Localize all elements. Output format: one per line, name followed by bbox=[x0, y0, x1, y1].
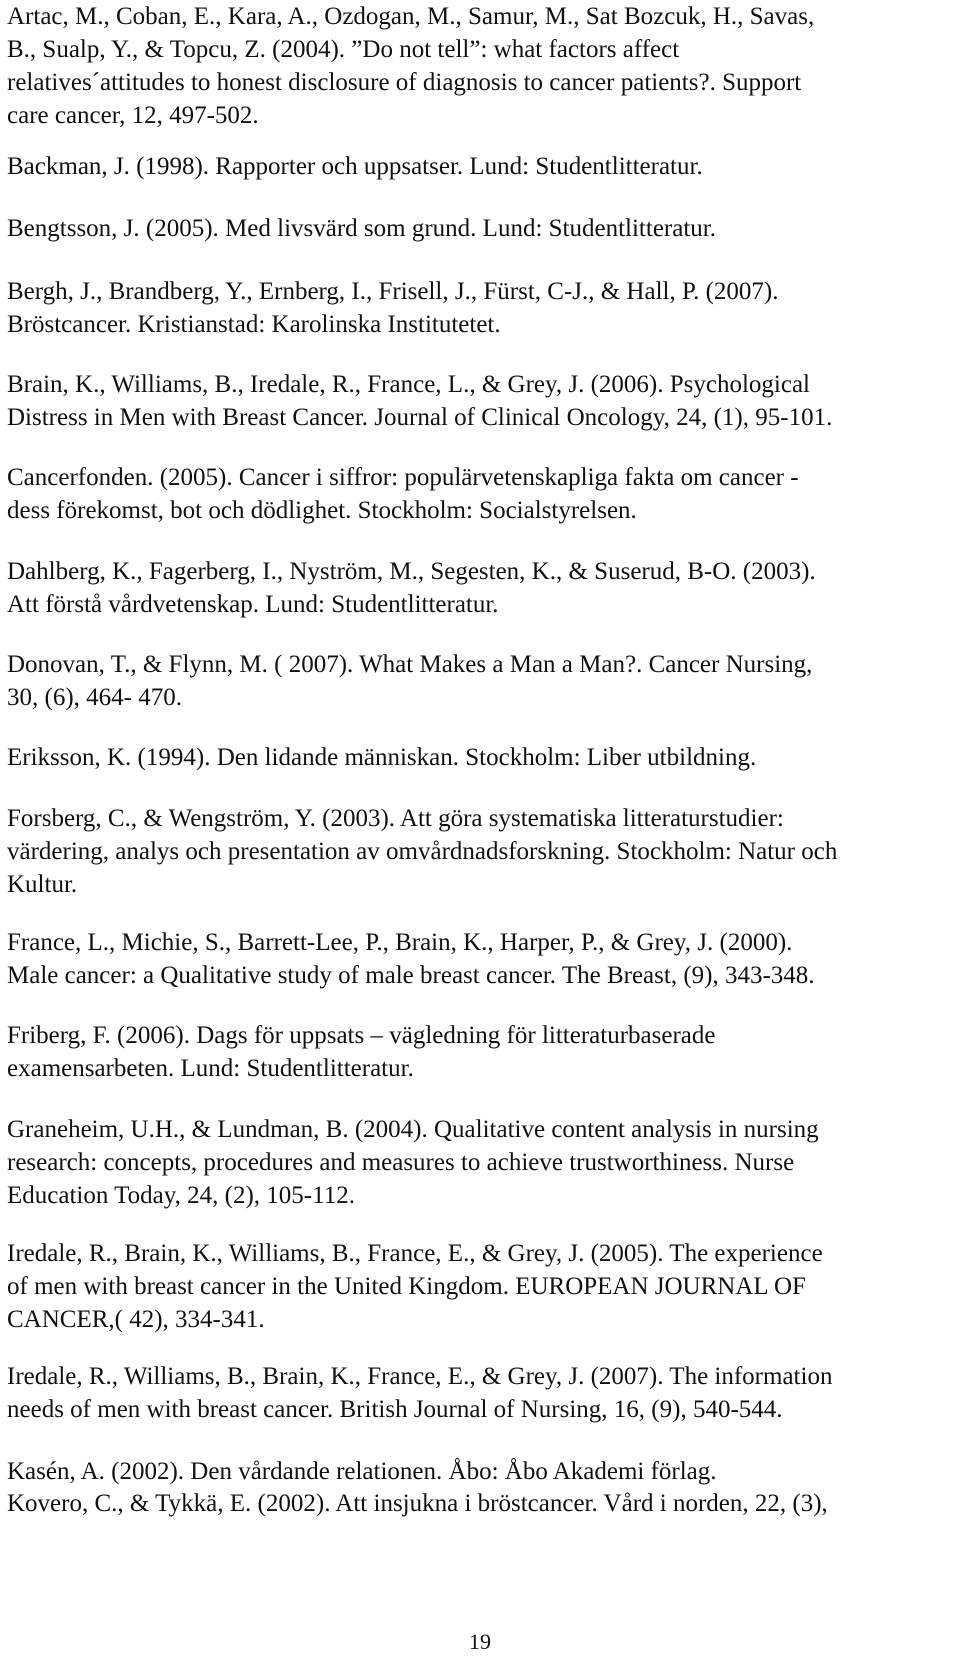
reference-line: 30, (6), 464- 470. bbox=[7, 684, 182, 711]
reference-line: Att förstå vårdvetenskap. Lund: Studentlitteratur. bbox=[7, 591, 499, 618]
reference-line: Male cancer: a Qualitative study of male breast cancer. The Breast, (9), 343-348. bbox=[7, 962, 815, 989]
reference-line: Iredale, R., Williams, B., Brain, K., France, E., & Grey, J. (2007). The information bbox=[7, 1363, 833, 1390]
reference-entry bbox=[7, 802, 947, 901]
reference-entry bbox=[7, 1113, 947, 1212]
reference-line: relatives´attitudes to honest disclosure of diagnosis to cancer patients?. Support bbox=[7, 69, 802, 96]
reference-entry bbox=[7, 212, 947, 245]
reference-line: B., Sualp, Y., & Topcu, Z. (2004). ”Do not tell”: what factors affect bbox=[7, 36, 680, 63]
reference-line: care cancer, 12, 497-502. bbox=[7, 102, 259, 129]
reference-line: France, L., Michie, S., Barrett-Lee, P., Brain, K., Harper, P., & Grey, J. (2000). bbox=[7, 929, 793, 956]
reference-line: Backman, J. (1998). Rapporter och uppsatser. Lund: Studentlitteratur. bbox=[7, 153, 703, 180]
reference-line: examensarbeten. Lund: Studentlitteratur. bbox=[7, 1055, 414, 1082]
reference-line: Cancerfonden. (2005). Cancer i siffror: populärvetenskapliga fakta om cancer - bbox=[7, 464, 799, 491]
reference-line: dess förekomst, bot och dödlighet. Stockholm: Socialstyrelsen. bbox=[7, 497, 637, 524]
reference-line: Kovero, C., & Tykkä, E. (2002). Att insjukna i bröstcancer. Vård i norden, 22, (3), bbox=[7, 1490, 828, 1517]
reference-entry bbox=[7, 368, 947, 434]
reference-entry bbox=[7, 1360, 947, 1426]
reference-line: Eriksson, K. (1994). Den lidande människan. Stockholm: Liber utbildning. bbox=[7, 744, 757, 771]
reference-line: Forsberg, C., & Wengström, Y. (2003). Att göra systematiska litteraturstudier: bbox=[7, 805, 784, 832]
reference-line: Friberg, F. (2006). Dags för uppsats – vägledning för litteraturbaserade bbox=[7, 1022, 716, 1049]
reference-line: Bröstcancer. Kristianstad: Karolinska Institutetet. bbox=[7, 311, 501, 338]
reference-line: Kasén, A. (2002). Den vårdande relationen. Åbo: Åbo Akademi förlag. bbox=[7, 1458, 717, 1485]
reference-entry bbox=[7, 1487, 947, 1520]
reference-entry bbox=[7, 275, 947, 341]
reference-entry bbox=[7, 1019, 947, 1085]
reference-line: Artac, M., Coban, E., Kara, A., Ozdogan, M., Samur, M., Sat Bozcuk, H., Savas, bbox=[7, 3, 815, 30]
reference-line: Bergh, J., Brandberg, Y., Ernberg, I., Frisell, J., Fürst, C-J., & Hall, P. (2007). bbox=[7, 278, 779, 305]
reference-entry bbox=[7, 0, 947, 132]
reference-line: CANCER,( 42), 334-341. bbox=[7, 1306, 265, 1333]
page-number: 19 bbox=[469, 1629, 491, 1654]
reference-line: Bengtsson, J. (2005). Med livsvärd som grund. Lund: Studentlitteratur. bbox=[7, 215, 716, 242]
reference-line: Brain, K., Williams, B., Iredale, R., France, L., & Grey, J. (2006). Psychological bbox=[7, 371, 811, 398]
reference-line: needs of men with breast cancer. British Journal of Nursing, 16, (9), 540-544. bbox=[7, 1396, 783, 1423]
reference-entry bbox=[7, 1237, 947, 1336]
reference-line: Graneheim, U.H., & Lundman, B. (2004). Qualitative content analysis in nursing bbox=[7, 1116, 819, 1143]
reference-line: Dahlberg, K., Fagerberg, I., Nyström, M., Segesten, K., & Suserud, B-O. (2003). bbox=[7, 558, 816, 585]
reference-line: Kultur. bbox=[7, 871, 78, 898]
reference-entry bbox=[7, 648, 947, 714]
reference-entry bbox=[7, 555, 947, 621]
reference-line: Iredale, R., Brain, K., Williams, B., France, E., & Grey, J. (2005). The experience bbox=[7, 1240, 823, 1267]
reference-line: Distress in Men with Breast Cancer. Journal of Clinical Oncology, 24, (1), 95-101. bbox=[7, 404, 833, 431]
reference-entry bbox=[7, 150, 947, 183]
reference-line: of men with breast cancer in the United Kingdom. EUROPEAN JOURNAL OF bbox=[7, 1273, 806, 1300]
reference-entry bbox=[7, 926, 947, 992]
reference-line: värdering, analys och presentation av omvårdnadsforskning. Stockholm: Natur och bbox=[7, 838, 838, 865]
reference-entry bbox=[7, 461, 947, 527]
reference-line: research: concepts, procedures and measures to achieve trustworthiness. Nurse bbox=[7, 1149, 795, 1176]
reference-line: Education Today, 24, (2), 105-112. bbox=[7, 1182, 355, 1209]
reference-entry bbox=[7, 1455, 947, 1488]
reference-entry bbox=[7, 741, 947, 774]
reference-line: Donovan, T., & Flynn, M. ( 2007). What Makes a Man a Man?. Cancer Nursing, bbox=[7, 651, 813, 678]
